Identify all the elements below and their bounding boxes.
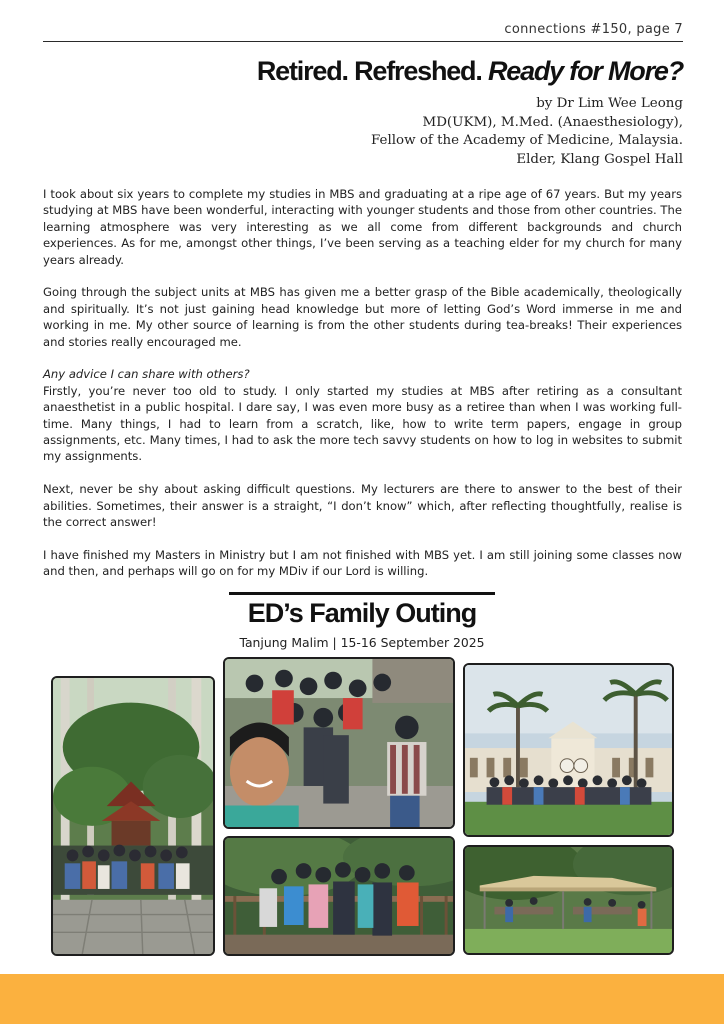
photo-building-group [463, 663, 674, 837]
byline [371, 95, 683, 169]
byline-role: Elder, Klang Gospel Hall [516, 151, 683, 167]
footer-bar [0, 974, 724, 1024]
event-title-rule [229, 592, 495, 595]
page-header [43, 22, 683, 42]
byline-author: by Dr Lim Wee Leong [536, 96, 683, 111]
photo-group-selfie [223, 657, 455, 829]
page-header-text: connections #150, page 7 [504, 22, 683, 37]
byline-fellowship: Fellow of the Academy of Medicine, Malaysia. [371, 133, 683, 149]
paragraph-3: Firstly, you’re never too old to study. I only started my studies at MBS after retiring as a consultant anaesthetist in a public hospital. I dare say, I was even more busy as a retiree than when I was working full-time. Many things, I had to learn from a scratch, like, how to write term papers, engage in group assignments, etc. Many times, I had to ask the more tech savvy students on how to log in websites to submit my assignments. [43, 383, 682, 464]
event-subtitle: Tanjung Malim | 15-16 September 2025 [239, 635, 485, 650]
article-body [43, 186, 682, 596]
photo-forest-pavilion-group [51, 676, 215, 956]
paragraph-5: I have finished my Masters in Ministry but I am not finished with MBS yet. I am still joining some classes now and then, and perhaps will go on for my MDiv if our Lord is willing. [43, 547, 682, 579]
article-title-plain: Retired. Refreshed. [256, 56, 488, 86]
event-title: ED’s Family Outing [247, 598, 477, 628]
article-title-italic: Ready for More? [487, 56, 683, 86]
advice-question: Any advice I can share with others? [43, 367, 250, 382]
photo-bridge-group [223, 836, 455, 956]
paragraph-4: Next, never be shy about asking difficult questions. My lecturers are there to answer to the best of their abilities. Sometimes, their answer is a straight, “I don’t know” which, after reflecting thoughtfully, realise is the correct answer! [43, 482, 682, 530]
paragraph-1: I took about six years to complete my studies in MBS and graduating at a ripe age of 67 years. But my years studying at MBS have been wonderful, interacting with younger students and those from other countries. The learning atmosphere was very interesting as we all come from different backgrounds and church experiences. As for me, amongst other things, I’ve been serving as a teaching elder for my church for many years already. [43, 187, 682, 267]
article-title [257, 56, 683, 87]
byline-degrees: MD(UKM), M.Med. (Anaesthesiology), [422, 114, 683, 130]
paragraph-2: Going through the subject units at MBS has given me a better grasp of the Bible academically, theologically and spiritually. It’s not just gaining head knowledge but more of letting God’s Word immerse in me and working in me. My other source of learning is from the other students during tea-breaks! Their experiences and stories really encouraged me. [43, 285, 682, 349]
photo-tent-outdoor [463, 845, 674, 955]
